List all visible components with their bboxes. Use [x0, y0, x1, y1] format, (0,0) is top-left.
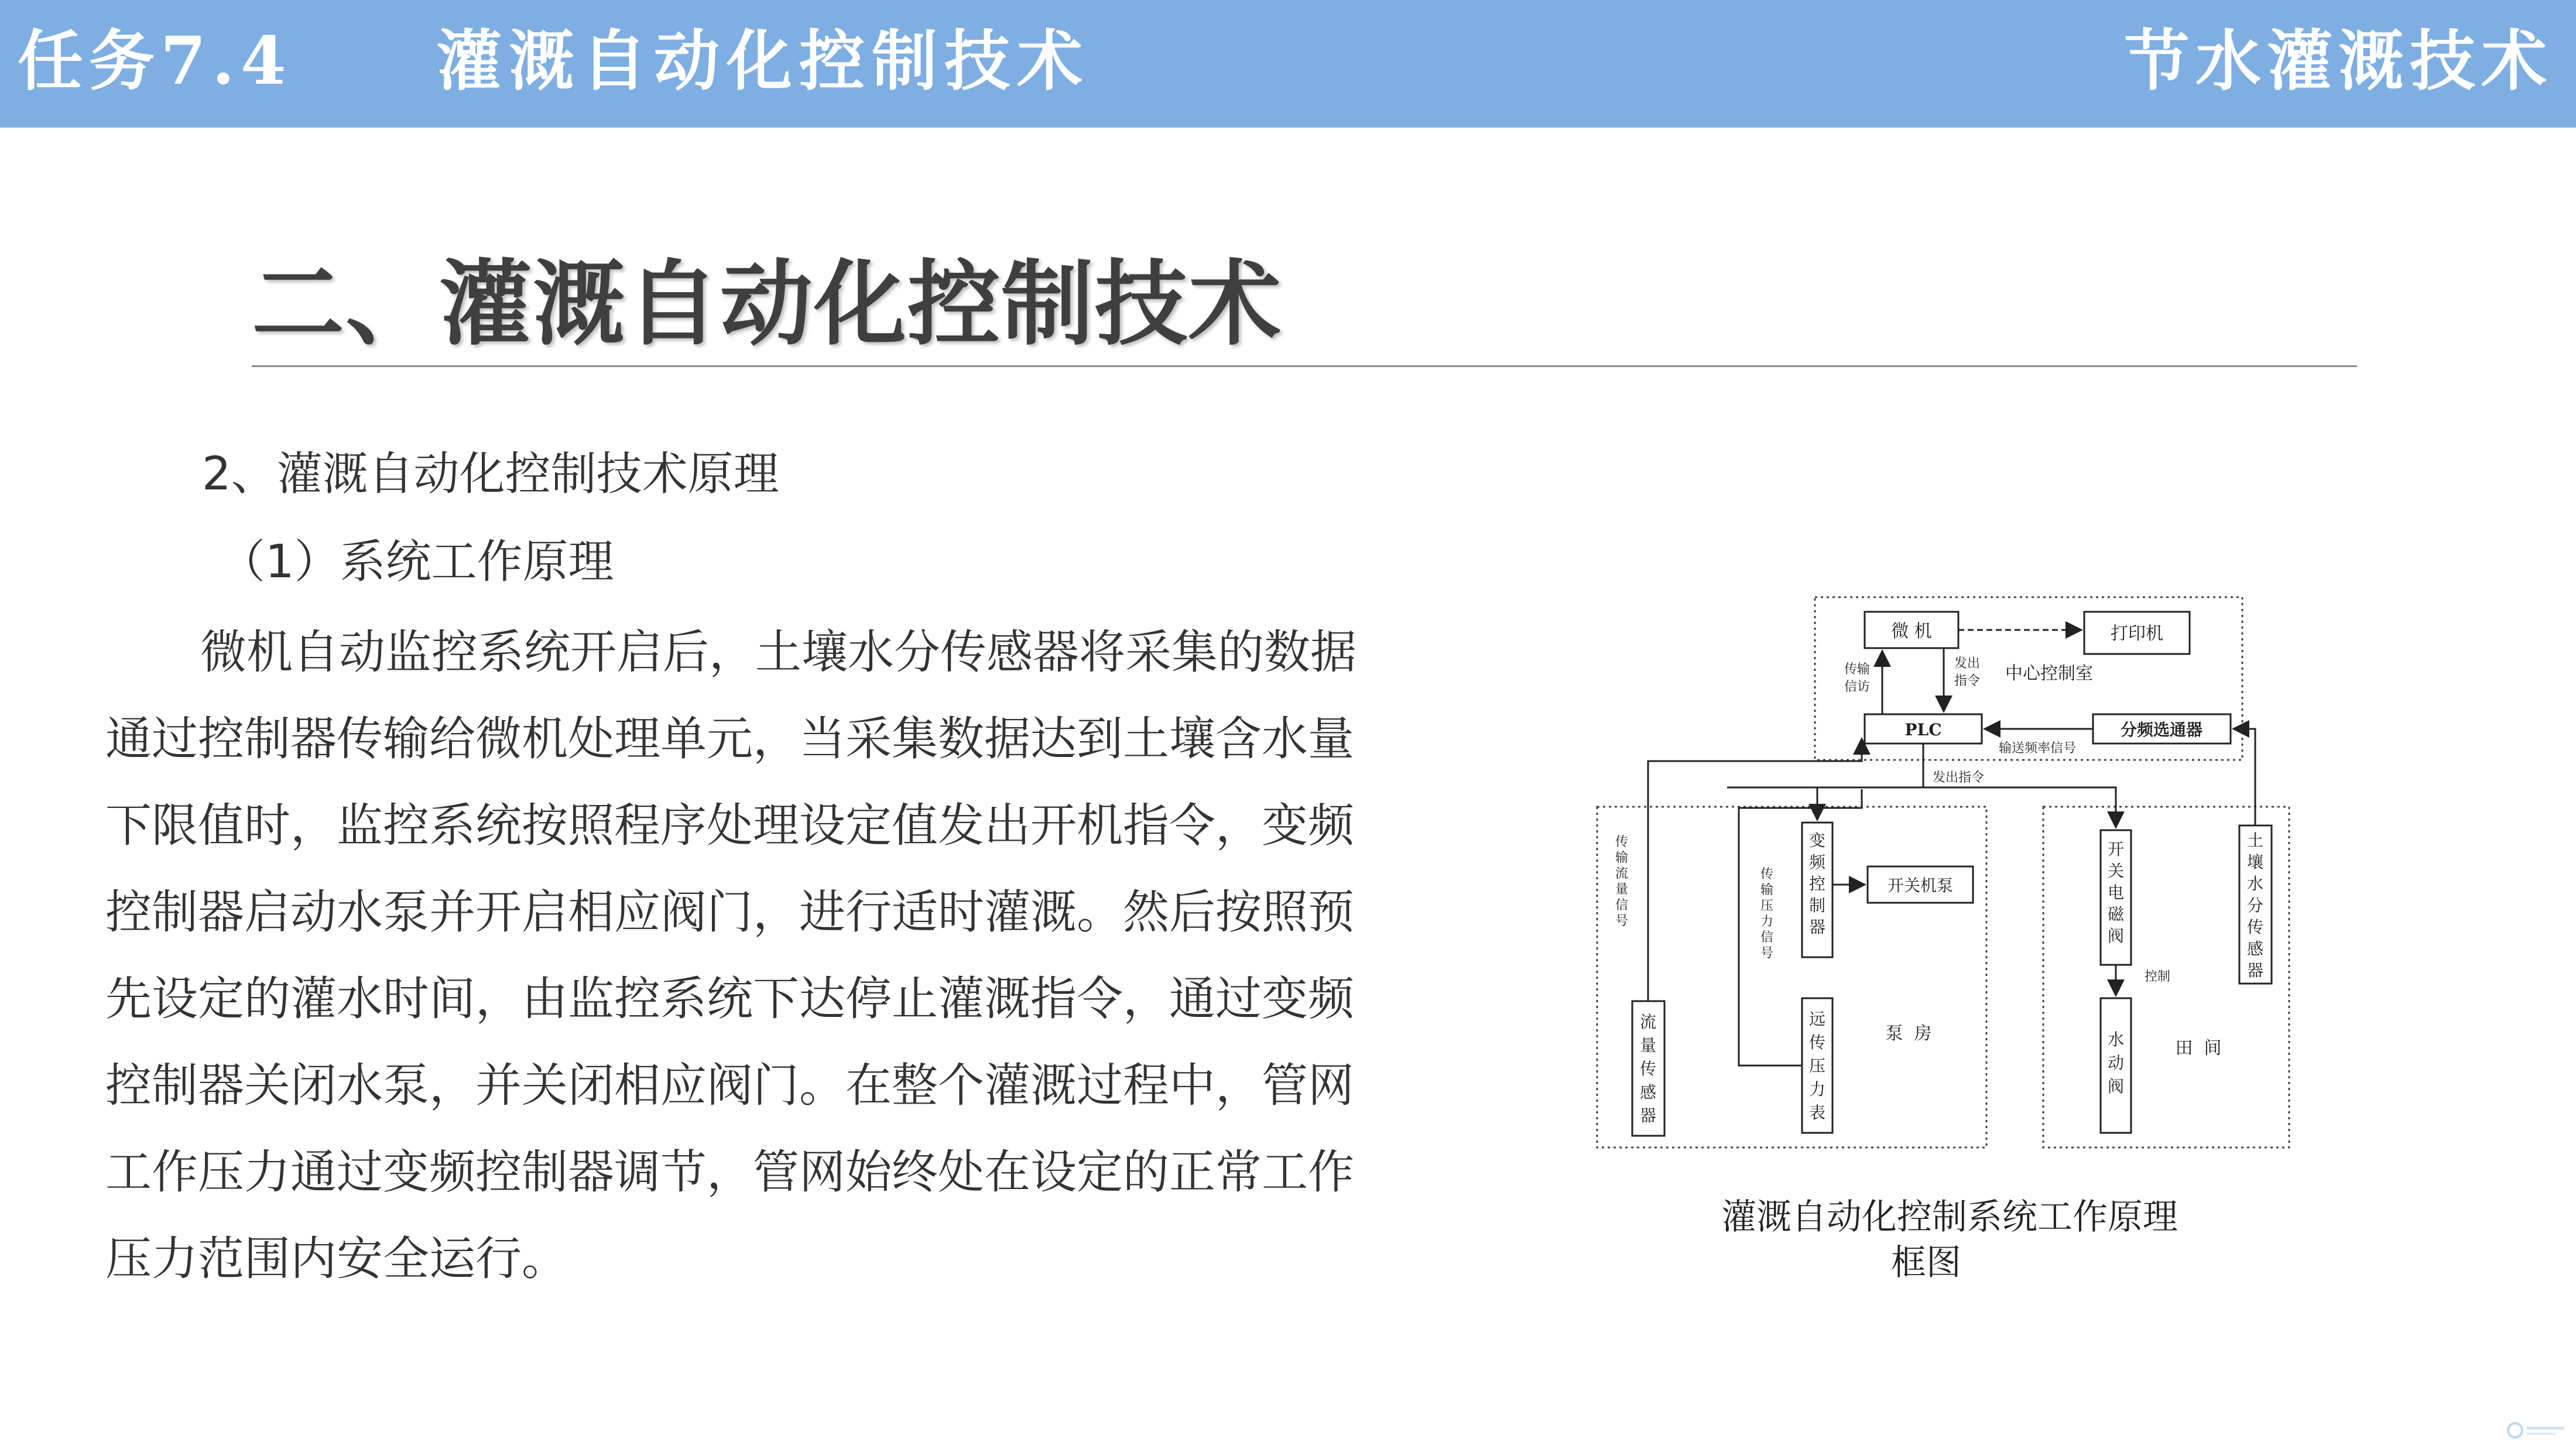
- switch-pump-label: 开关机泵: [1887, 876, 1954, 895]
- svg-text:信: 信: [1760, 930, 1774, 945]
- svg-text:电: 电: [2107, 883, 2125, 902]
- hydraulic-valve-text: [2108, 1030, 2124, 1096]
- svg-text:号: 号: [1760, 946, 1774, 961]
- plc-label: PLC: [1904, 720, 1942, 739]
- svg-text:感: 感: [2246, 939, 2264, 958]
- subheading-system: （1）系统工作原理: [220, 536, 614, 588]
- field-label: 田 间: [2175, 1038, 2222, 1059]
- subheading-principle: 2、灌溉自动化控制技术原理: [202, 448, 779, 501]
- body-line: 工作压力通过变频控制器调节，管网始终处在设定的正常工作: [105, 1145, 1354, 1199]
- svg-text:输: 输: [1760, 883, 1774, 898]
- header-banner: [0, 0, 2576, 128]
- transmit-signal-label: 传输: [1844, 662, 1871, 677]
- body-line: 先设定的灌水时间，由监控系统下达停止灌溉指令，通过变频: [105, 972, 1354, 1026]
- system-block-diagram: [1581, 585, 2307, 1159]
- svg-text:表: 表: [1808, 1103, 1826, 1122]
- body-line: 微机自动监控系统开启后，土壤水分传感器将采集的数据: [200, 625, 1356, 679]
- body-paragraph: [105, 609, 1417, 1302]
- body-line: 通过控制器传输给微机处理单元，当采集数据达到土壤含水量: [105, 712, 1354, 766]
- svg-text:传: 传: [1808, 1033, 1826, 1052]
- svg-text:传: 传: [1760, 867, 1774, 882]
- svg-text:压: 压: [1760, 899, 1774, 913]
- caption-line: 框图: [1891, 1242, 1961, 1283]
- svg-text:器: 器: [1808, 917, 1826, 937]
- task-number: 任务7.4: [18, 23, 292, 100]
- svg-text:号: 号: [1615, 914, 1629, 929]
- svg-text:压: 压: [1808, 1056, 1826, 1075]
- svg-text:器: 器: [2246, 961, 2264, 980]
- svg-text:感: 感: [1639, 1083, 1657, 1102]
- corner-logo: [2505, 1419, 2569, 1442]
- body-line: 压力范围内安全运行。: [105, 1232, 568, 1286]
- svg-text:力: 力: [1760, 914, 1774, 929]
- svg-text:变: 变: [1808, 831, 1826, 850]
- title-divider: [252, 365, 2357, 367]
- svg-text:制: 制: [1808, 896, 1826, 915]
- svg-text:阀: 阀: [2107, 926, 2125, 946]
- svg-text:信访: 信访: [1844, 680, 1871, 694]
- course-title: 节水灌溉技术: [2124, 23, 2553, 100]
- body-line: 控制器启动水泵并开启相应阀门，进行适时灌溉。然后按照预: [105, 885, 1354, 939]
- flow-signal-label: [1615, 835, 1628, 929]
- svg-text:阀: 阀: [2107, 1077, 2125, 1096]
- body-line: 控制器关闭水泵，并关闭相应阀门。在整个灌溉过程中，管网: [105, 1059, 1354, 1112]
- printer-label: 打印机: [2111, 624, 2163, 644]
- pressure-signal-label: [1760, 867, 1773, 961]
- task-topic: 灌溉自动化控制技术: [436, 23, 1090, 100]
- svg-text:水: 水: [2107, 1030, 2125, 1049]
- flow-sensor-text: [1640, 1012, 1656, 1125]
- svg-text:流: 流: [1639, 1012, 1657, 1032]
- issue-command-2-label: 发出指令: [1932, 770, 1985, 785]
- svg-text:器: 器: [1639, 1106, 1657, 1125]
- svg-text:开: 开: [2107, 840, 2125, 859]
- connector-lines: [1648, 630, 2255, 1066]
- svg-text:远: 远: [1808, 1009, 1826, 1029]
- issue-command-label: 发出: [1954, 656, 1981, 671]
- svg-text:量: 量: [1639, 1036, 1657, 1055]
- svg-text:力: 力: [1808, 1080, 1826, 1099]
- pump-house-label: 泵 房: [1885, 1023, 1932, 1044]
- svg-text:指令: 指令: [1954, 674, 1981, 688]
- svg-text:传: 传: [2246, 917, 2264, 937]
- control-label: 控制: [2144, 970, 2171, 984]
- vfd-text: [1809, 831, 1826, 937]
- svg-text:流: 流: [1615, 866, 1629, 881]
- svg-text:输: 输: [1615, 851, 1629, 865]
- remote-gauge-text: [1809, 1009, 1825, 1122]
- caption-line: 灌溉自动化控制系统工作原理: [1721, 1197, 2178, 1238]
- svg-text:磁: 磁: [2107, 905, 2125, 924]
- svg-text:控: 控: [1808, 874, 1826, 893]
- svg-text:量: 量: [1615, 882, 1629, 897]
- selector-label: 分频选通器: [2120, 720, 2203, 739]
- solenoid-text: [2108, 840, 2125, 946]
- svg-text:信: 信: [1615, 898, 1629, 913]
- soil-sensor-text: [2247, 831, 2263, 980]
- svg-text:土: 土: [2246, 831, 2264, 850]
- svg-text:水: 水: [2246, 874, 2264, 893]
- freq-signal-label: 输送频率信号: [1998, 741, 2077, 756]
- svg-text:传: 传: [1639, 1059, 1657, 1078]
- svg-text:关: 关: [2107, 861, 2125, 881]
- svg-text:壤: 壤: [2246, 852, 2264, 872]
- control-room-label: 中心控制室: [2005, 663, 2093, 684]
- svg-text:分: 分: [2246, 896, 2264, 915]
- svg-text:动: 动: [2107, 1053, 2125, 1073]
- microcomputer-label: 微 机: [1891, 621, 1932, 642]
- section-title: 二、灌溉自动化控制技术: [252, 251, 1282, 358]
- body-line: 下限值时，监控系统按照程序处理设定值发出开机指令，变频: [105, 799, 1354, 852]
- svg-text:传: 传: [1615, 835, 1629, 849]
- svg-text:频: 频: [1808, 852, 1826, 872]
